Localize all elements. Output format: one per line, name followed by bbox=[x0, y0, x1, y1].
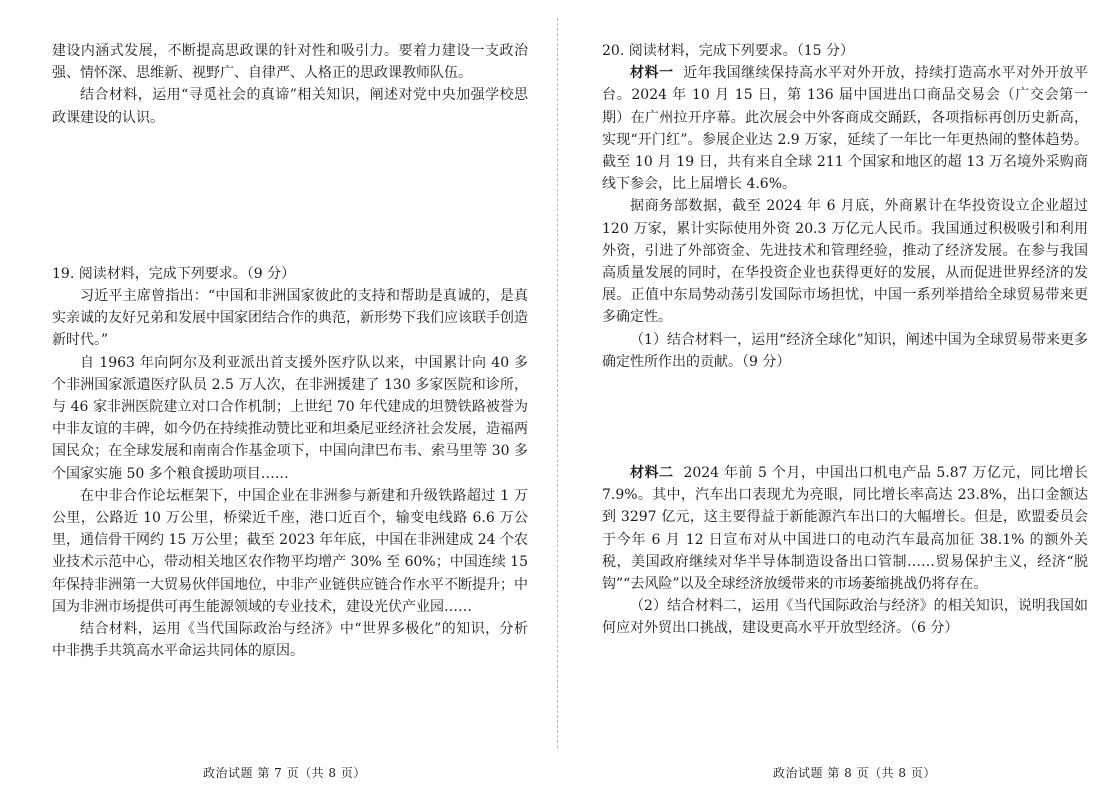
footer-page-7: 政治试题 第 7 页（共 8 页） bbox=[203, 766, 366, 780]
q20-material-1-investment: 据商务部数据，截至 2024 年 6 月底，外商累计在华投资设立企业超过 120 万家，累计实际使用外资 20.3 万亿元人民币。我国通过积极吸引和利用外资，引进了外部资金、先进技术和管理经验，推动了经济发展。在参与我国高质量发展的同时，在华投资企业也获得更好的发展，从而促进世界经济的发展。正值中东局势动荡引发国际市场担忧，中国一系列举措给全球贸易带来更多确定性。 bbox=[602, 198, 1088, 326]
q20-material-1 bbox=[602, 62, 1088, 195]
q20-subquestion-1: （1）结合材料一，运用“经济全球化”知识，阐述中国为全球贸易带来更多确定性所作出的贡献。（9 分） bbox=[602, 331, 1088, 370]
material-2-label: 材料二 bbox=[630, 465, 674, 482]
q19-material-quote: 习近平主席曾指出：“中国和非洲国家彼此的支持和帮助是真诚的，是真实亲诚的友好兄弟和发展中国家团结合作的典范，新形势下我们应该联手创造新时代。” bbox=[52, 288, 528, 349]
material-1-text: 近年我国继续保持高水平对外开放，持续打造高水平对外开放平台。2024 年 10 月 15 日，第 136 届中国进出口商品交易会（广交会第一期）在广州拉开序幕。此次展会中外客商成交踊跃，各项指标再创历史新高，实现“开门红”。参展企业达 2.9 万家，延续了一年比一年更热闹的整体趋势。截至 10 月 19 日，共有来自全球 211 个国家和地区的超 13 万名境外采购商线下参会，比上届增长 4.6%。 bbox=[602, 65, 1088, 193]
continuation-question: 结合材料，运用“寻觅社会的真谛”相关知识，阐述对党中央加强学校思政课建设的认识。 bbox=[52, 87, 528, 126]
continuation-paragraph: 建设内涵式发展，不断提高思政课的针对性和吸引力。要着力建设一支政治强、情怀深、思维新、视野广、自律严、人格正的思政课教师队伍。 bbox=[52, 43, 528, 82]
q20-subquestion-2: （2）结合材料二，运用《当代国际政治与经济》的相关知识，说明我国如何应对外贸出口挑战，建设更高水平开放型经济。（6 分） bbox=[602, 598, 1088, 637]
q20-material-2 bbox=[602, 462, 1088, 595]
q19-material-infrastructure: 在中非合作论坛框架下，中国企业在非洲参与新建和升级铁路超过 1 万公里，公路近 10 万公里，桥梁近千座，港口近百个，输变电线路 6.6 万公里，通信骨干网约 15 万公里；截至 2023 年年底，中国在非洲建成 24 个农业技术示范中心，带动相关地区农作物平均增产 30% 至 60%；中国连续 15 年保持非洲第一大贸易伙伴国地位，中非产业链供应链合作水平不断提升；中国为非洲市场提供可再生能源领域的专业技术，建设光伏产业园…… bbox=[52, 487, 528, 615]
q19-question: 结合材料，运用《当代国际政治与经济》中“世界多极化”的知识，分析中非携手共筑高水平命运共同体的原因。 bbox=[52, 621, 528, 660]
material-2-text: 2024 年前 5 个月，中国出口机电产品 5.87 万亿元，同比增长 7.9%。其中，汽车出口表现尤为亮眼，同比增长率高达 23.8%，出口金额达到 3297 亿元，这主要得益于新能源汽车出口的大幅增长。但是，欧盟委员会于今年 6 月 12 日宣布对从中国进口的电动汽车最高加征 38.1% 的额外关税，美国政府继续对华半导体制造设备出口管制……贸易保护主义，经济“脱钩”“去风险”以及全球经济放缓带来的市场萎缩挑战仍将存在。 bbox=[602, 465, 1088, 593]
material-1-label: 材料一 bbox=[630, 65, 674, 82]
left-column bbox=[52, 40, 528, 662]
q20-heading: 20. 阅读材料，完成下列要求。（15 分） bbox=[602, 43, 854, 59]
right-column bbox=[602, 40, 1088, 640]
page-divider bbox=[557, 18, 558, 748]
q19-material-medical: 自 1963 年向阿尔及利亚派出首支援外医疗队以来，中国累计向 40 多个非洲国家派遣医疗队员 2.5 万人次，在非洲援建了 130 多家医院和诊所，与 46 家非洲医院建立对口合作机制；上世纪 70 年代建成的坦赞铁路被誉为中非友谊的丰碑，如今仍在持续推动赞比亚和坦桑尼亚经济社会发展，造福两国民众；在全球发展和南南合作基金项下，中国向津巴布韦、索马里等 30 多个国家实施 50 多个粮食援助项目…… bbox=[52, 354, 528, 482]
footer-page-8: 政治试题 第 8 页（共 8 页） bbox=[773, 766, 936, 780]
q19-heading: 19. 阅读材料，完成下列要求。（9 分） bbox=[52, 265, 296, 282]
